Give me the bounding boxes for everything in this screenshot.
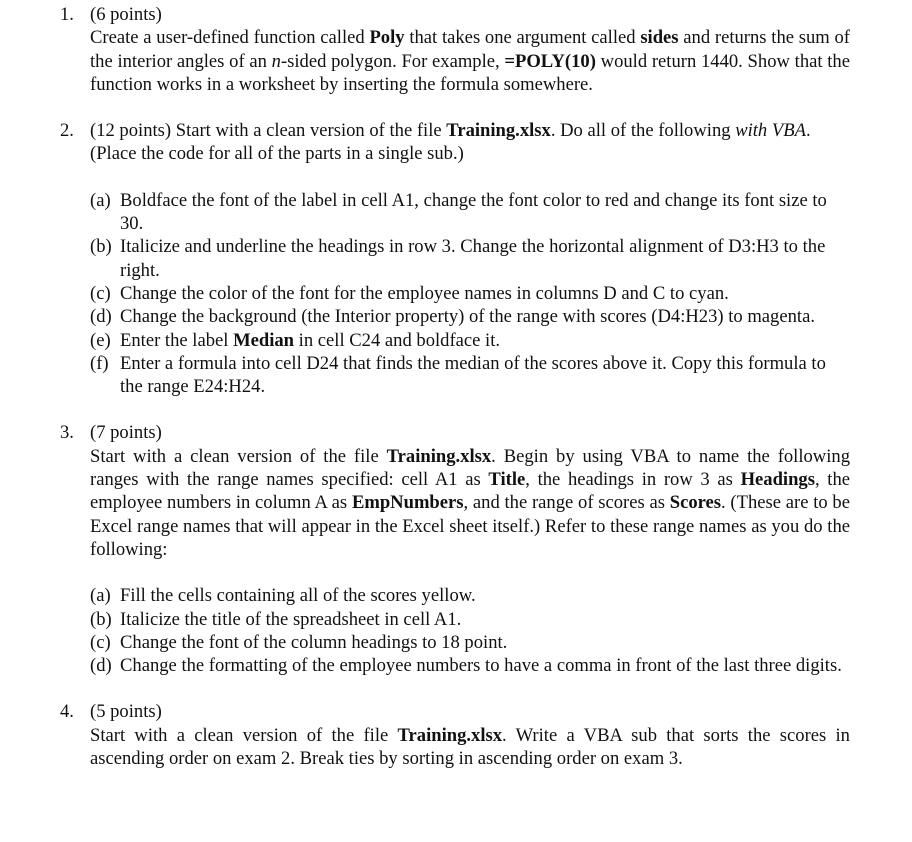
- problem-text: [90, 724, 850, 771]
- problem-text: [90, 445, 850, 561]
- subpart-list: [90, 189, 850, 399]
- text-run: Change the background (the Interior property) of the range with scores (D4:H23) to magenta.: [120, 306, 815, 328]
- subpart-item: [90, 654, 850, 677]
- subpart-item: [90, 584, 850, 607]
- problem-number: 3.: [60, 422, 74, 444]
- text-run: , the employee numbers in column A as: [90, 469, 851, 514]
- text-run: Start with a clean version of the file: [90, 445, 387, 467]
- text-run: . Write a VBA sub that sorts the scores in ascending order on exam 2. Break ties by sorting in ascending order on exam 3.: [90, 724, 850, 770]
- subpart-label: (d): [90, 655, 112, 677]
- text-run: . Do all of the following: [550, 120, 736, 142]
- text-run: that takes one argument called: [404, 27, 641, 49]
- text-run: Italicize the title of the spreadsheet in cell A1.: [120, 608, 462, 630]
- subpart-item: [90, 282, 850, 305]
- subpart-text: [120, 654, 850, 677]
- text-run: Enter a formula into cell D24 that finds the median of the scores above it. Copy this formula to the range E24:H24.: [120, 352, 826, 398]
- bold-term: Training.xlsx: [397, 724, 503, 746]
- text-run: (12 points) Start with a clean version of the file: [90, 120, 447, 142]
- text-run: , and the range of scores as: [463, 492, 670, 514]
- bold-term: Title: [488, 469, 526, 491]
- problem-points: (7 points): [90, 422, 162, 444]
- subpart-text: [120, 282, 850, 305]
- bold-term: Scores: [669, 492, 722, 514]
- bold-term: EmpNumbers: [351, 492, 464, 514]
- subpart-item: [90, 235, 850, 282]
- problem-3: [0, 421, 912, 677]
- problem-lead: [90, 119, 850, 166]
- problem-2: [0, 119, 912, 398]
- subpart-item: [90, 305, 850, 328]
- italic-term: with VBA: [735, 120, 806, 142]
- subpart-item: [90, 352, 850, 399]
- problem-number: 1.: [60, 4, 74, 25]
- text-run: Change the formatting of the employee numbers to have a comma in front of the last three digits.: [120, 655, 842, 677]
- text-run: Start with a clean version of the file: [90, 724, 398, 746]
- italic-term: n: [271, 50, 281, 72]
- text-run: . Begin by using VBA to name the following ranges with the range names specified: cell A1 as: [90, 445, 850, 491]
- text-run: Change the color of the font for the employee names in columns D and C to cyan.: [120, 282, 729, 304]
- subpart-item: [90, 631, 850, 654]
- subpart-label: (f): [90, 352, 109, 374]
- subpart-label: (a): [90, 585, 111, 607]
- text-run: Fill the cells containing all of the scores yellow.: [120, 585, 476, 607]
- subpart-label: (d): [90, 306, 112, 328]
- bold-term: sides: [640, 27, 679, 49]
- subpart-list: [90, 584, 850, 677]
- subpart-text: [120, 608, 850, 631]
- problem-number: 4.: [60, 701, 74, 723]
- subpart-label: (b): [90, 608, 112, 630]
- text-run: Change the font of the column headings to 18 point.: [120, 631, 508, 653]
- problem-1: [0, 3, 912, 96]
- bold-term: Training.xlsx: [446, 120, 551, 142]
- subpart-text: [120, 352, 850, 399]
- subpart-label: (c): [90, 282, 111, 304]
- subpart-item: [90, 608, 850, 631]
- subpart-item: [90, 329, 850, 352]
- text-run: . (Place the code for all of the parts in a single sub.): [90, 120, 811, 165]
- subpart-text: [120, 584, 850, 607]
- bold-term: Headings: [740, 469, 815, 491]
- subpart-item: [90, 189, 850, 236]
- problem-4: [0, 700, 912, 770]
- subpart-text: [120, 329, 850, 352]
- bold-term: Median: [233, 329, 295, 351]
- problem-points: (6 points): [90, 4, 162, 25]
- subpart-text: [120, 189, 850, 236]
- problem-number: 2.: [60, 120, 74, 142]
- text-run: in cell C24 and boldface it.: [294, 329, 501, 351]
- problem-text: [90, 26, 850, 96]
- subpart-label: (c): [90, 631, 111, 653]
- bold-term: Poly: [369, 27, 405, 49]
- subpart-text: [120, 631, 850, 654]
- bold-term: Training.xlsx: [386, 445, 492, 467]
- subpart-text: [120, 305, 850, 328]
- text-run: Enter the label: [120, 329, 234, 351]
- problem-points: (5 points): [90, 701, 162, 723]
- subpart-label: (e): [90, 329, 111, 351]
- text-run: would return 1440. Show that the function works in a worksheet by inserting the formula somewhere.: [90, 50, 850, 95]
- text-run: Boldface the font of the label in cell A1, change the font color to red and change its font size to 30.: [120, 189, 827, 235]
- subpart-label: (a): [90, 189, 111, 211]
- text-run: -sided polygon. For example,: [280, 50, 505, 72]
- text-run: , the headings in row 3 as: [525, 469, 741, 491]
- text-run: Italicize and underline the headings in row 3. Change the horizontal alignment of D3:H3 to the right.: [120, 236, 826, 281]
- text-run: Create a user-defined function called: [90, 27, 370, 49]
- bold-term: =POLY(10): [504, 50, 596, 72]
- subpart-text: [120, 235, 850, 282]
- text-run: and returns the sum of the interior angles of an: [90, 27, 850, 72]
- text-run: . (These are to be Excel range names that will appear in the Excel sheet itself.) Refer to these range names as you do the following:: [90, 492, 850, 560]
- subpart-label: (b): [90, 236, 112, 258]
